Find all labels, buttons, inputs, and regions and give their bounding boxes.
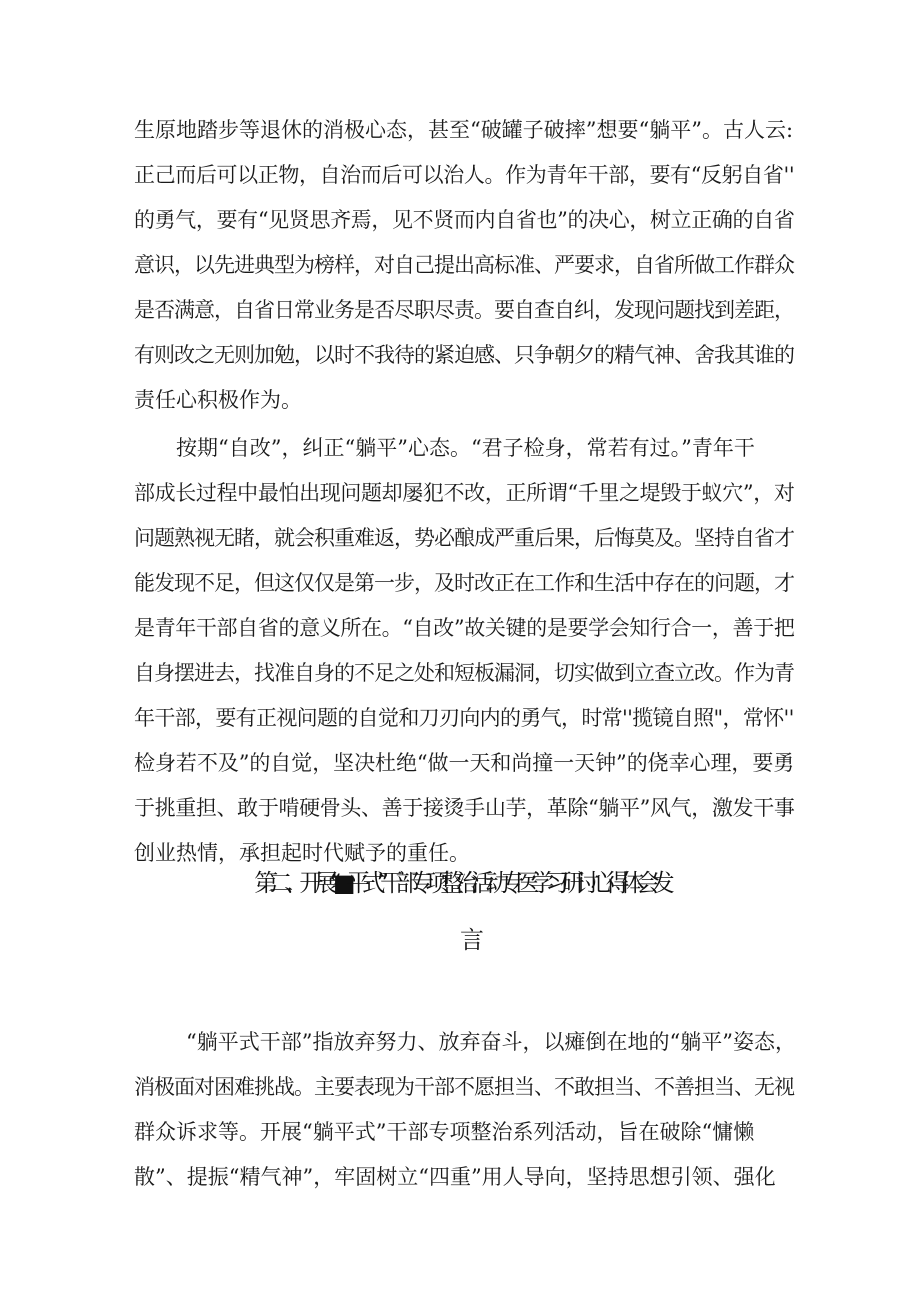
paragraph-1-line-2: 正己而后可以正物，自治而后可以治人。作为青年干部，要有“反躬自省'' xyxy=(134,163,795,187)
paragraph-1-line-4: 意识，以先进典型为榜样，对自己提出高标准、严要求，自省所做工作群众 xyxy=(134,253,794,277)
paragraph-2-line-1: 按期“自改”，纠正“躺平”心态。“君子检身，常若有过。”青年干 xyxy=(176,436,755,460)
paragraph-3-line-3: 群众诉求等。开展“躺平式”干部专项整治系列活动，旨在破除“慵懒 xyxy=(134,1120,755,1144)
paragraph-1-line-7: 责任心积极作为。 xyxy=(134,388,302,412)
section-heading-line-1: 第二、开展“■平式”干部专项整治活动专医学习研讨心得体会发 xyxy=(254,869,666,897)
paragraph-2-line-4: 能发现不足，但这仅仅是第一步，及时改正在工作和生活中存在的问题，才 xyxy=(134,571,794,595)
paragraph-3-line-2: 消极面对困难挑战。主要表现为干部不愿担当、不敢担当、不善担当、无视 xyxy=(134,1075,794,1099)
paragraph-1-line-1: 生原地踏步等退休的消极心态，甚至“破罐子破摔”想要“躺平”。古人云: xyxy=(134,118,794,142)
section-heading-line-2 xyxy=(0,924,920,956)
paragraph-2-line-8: 检身若不及”的自觉，坚决杜绝“做一天和尚撞一天钟”的侥幸心理，要勇 xyxy=(134,751,795,775)
paragraph-2-line-6: 自身摆进去，找准自身的不足之处和短板漏洞，切实做到立查立改。作为青 xyxy=(134,661,794,685)
paragraph-2-line-10: 创业热情，承担起时代赋予的重任。 xyxy=(134,841,470,865)
paragraph-3-line-1: “躺平式干部”指放弃努力、放弃奋斗，以瘫倒在地的“躺平”姿态， xyxy=(186,1030,796,1054)
paragraph-2-line-7: 年干部，要有正视问题的自觉和刀刃向内的勇气，时常''揽镜自照"，常怀'' xyxy=(134,706,794,730)
paragraph-2-line-5: 是青年干部自省的意义所在。“自改”故关键的是要学会知行合一，善于把 xyxy=(134,616,795,640)
paragraph-1-line-6: 有则改之无则加勉，以时不我待的紧迫感、只争朝夕的精气神、舍我其谁的 xyxy=(134,343,794,367)
paragraph-2-line-2: 部成长过程中最怕出现问题却屡犯不改，正所谓“千里之堤毁于蚁穴”，对 xyxy=(134,481,795,505)
paragraph-1-line-5: 是否满意，自省日常业务是否尽职尽责。要自查自纠，发现问题找到差距， xyxy=(134,298,794,322)
paragraph-2-line-9: 于挑重担、敢于啃硬骨头、善于接烫手山芋，革除“躺平”风气，激发干事 xyxy=(134,796,795,820)
paragraph-1-line-3: 的勇气，要有“见贤思齐焉，见不贤而内自省也”的决心，树立正确的自省 xyxy=(134,208,795,232)
paragraph-3-line-4: 散”、提振“精气神”，牢固树立“四重”用人导向，坚持思想引领、强化 xyxy=(134,1165,776,1189)
paragraph-2-line-3: 问题熟视无睹，就会积重难返，势必酿成严重后果，后悔莫及。坚持自省才 xyxy=(134,526,794,550)
